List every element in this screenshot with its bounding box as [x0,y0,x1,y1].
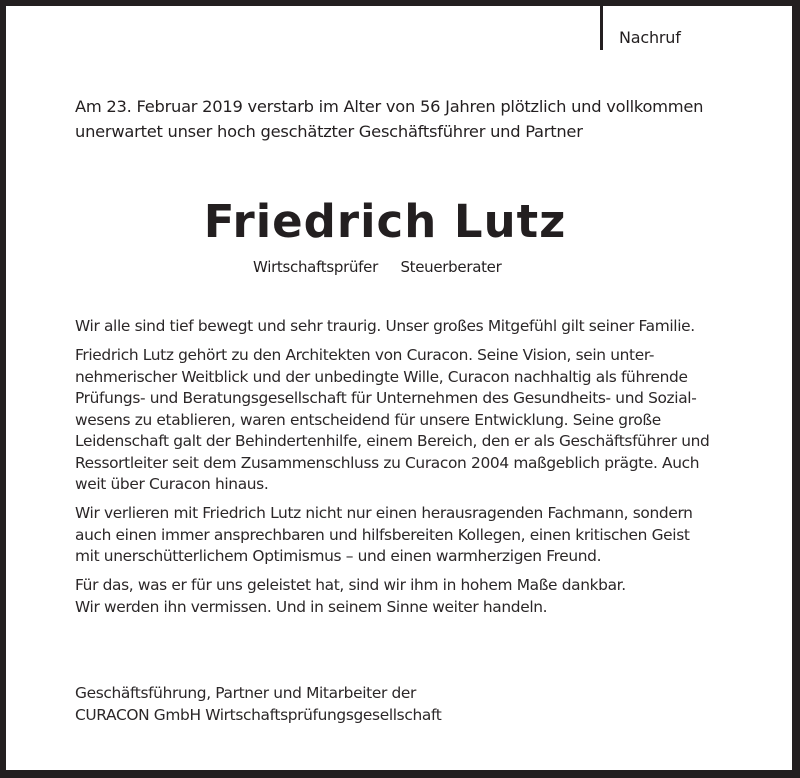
body-line: Leidenschaft galt der Behindertenhilfe, einem Bereich, den er als Geschäftsführer und [75,432,710,450]
body-line: Ressortleiter seit dem Zusammenschluss zu Curacon 2004 maßgeblich prägte. Auch [75,453,700,472]
body-line: mit unerschütterlichem Optimismus – und einen warmherzigen Freund. [75,547,602,565]
body-line: Wir verlieren mit Friedrich Lutz nicht nur einen herausragenden Fachmann, sondern [75,504,693,522]
signature-line: CURACON GmbH Wirtschaftsprüfungsgesellschaft [75,705,442,724]
header-divider [600,6,603,50]
paragraph-gratitude [75,575,735,618]
body-line: Friedrich Lutz gehört zu den Architekten von Curacon. Seine Vision, sein unter- [75,346,655,364]
paragraph-tribute [75,503,735,568]
body-line: nehmerischer Weitblick und der unbedingte Wille, Curacon nachhaltig als führende [75,367,688,386]
body-line: Für das, was er für uns geleistet hat, sind wir ihm in hohem Maße dankbar. [75,576,626,594]
title-tax-advisor: Steuerberater [400,258,502,276]
title-auditor: Wirtschaftsprüfer [253,258,378,276]
body-line: wesens zu etablieren, waren entscheidend für unsere Entwicklung. Seine große [75,410,661,429]
obituary-page [6,6,792,770]
signature-block [75,683,441,726]
body-line: Prüfungs- und Beratungsgesellschaft für Unternehmen des Gesundheits- und Sozial- [75,389,697,407]
intro-line: Am 23. Februar 2019 verstarb im Alter von 56 Jahren plötzlich und vollkommen [75,97,704,116]
obituary-body [75,316,735,626]
intro-text [75,94,755,144]
body-line: auch einen immer ansprechbaren und hilfsbereiten Kollegen, einen kritischen Geist [75,525,690,544]
deceased-titles [253,258,501,276]
body-line: Wir werden ihn vermissen. Und in seinem Sinne weiter handeln. [75,597,548,616]
body-line: Wir alle sind tief bewegt und sehr traurig. Unser großes Mitgefühl gilt seiner Familie. [75,317,695,335]
deceased-name: Friedrich Lutz [203,195,567,248]
intro-line: unerwartet unser hoch geschätzter Geschäftsführer und Partner [75,122,583,141]
paragraph-condolence [75,316,735,338]
signature-line: Geschäftsführung, Partner und Mitarbeiter der [75,684,416,702]
paragraph-career [75,345,735,496]
section-label: Nachruf [619,28,681,47]
body-line: weit über Curacon hinaus. [75,475,269,493]
